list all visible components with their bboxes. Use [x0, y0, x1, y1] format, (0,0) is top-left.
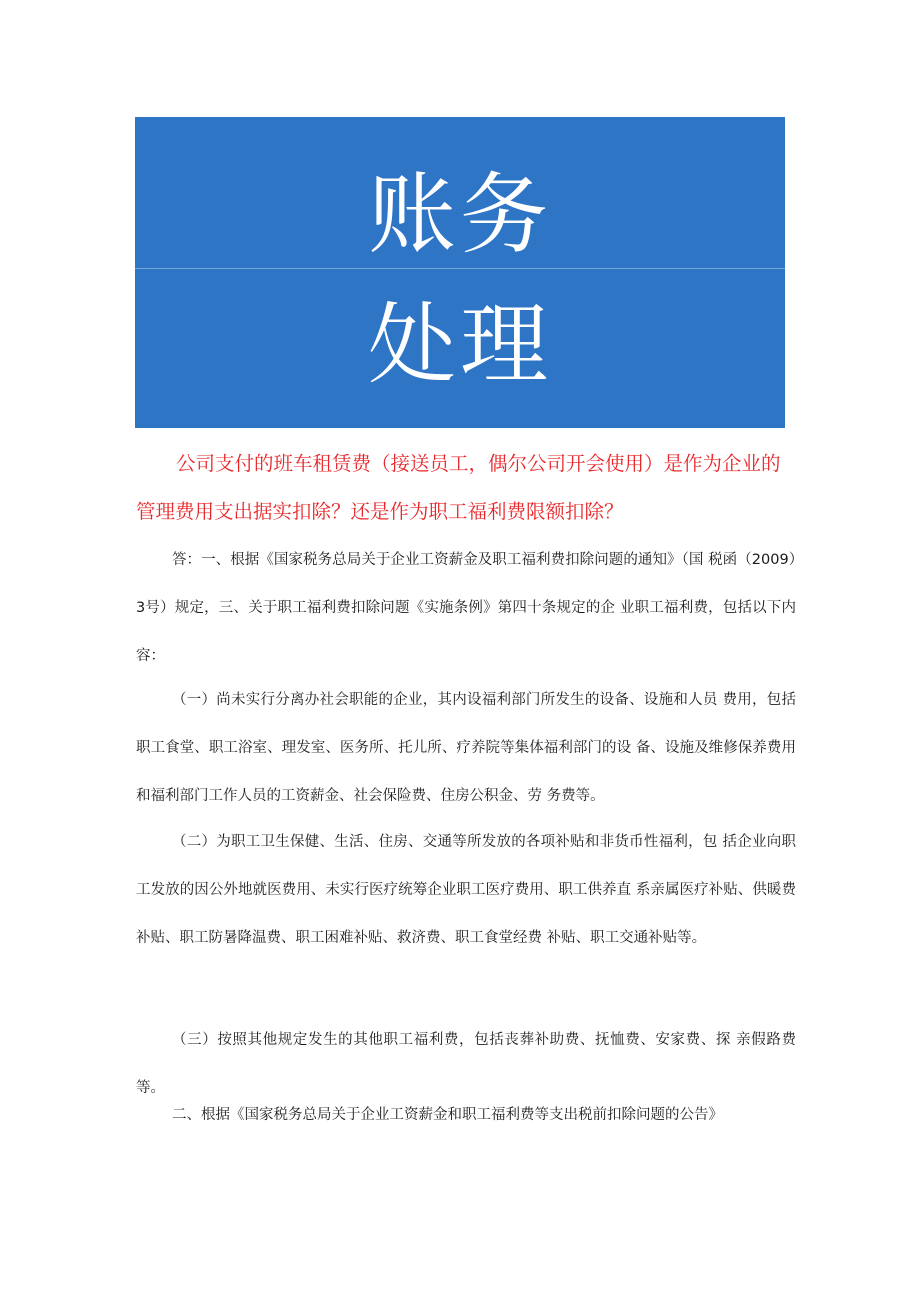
banner-title-line-1: 账务 [367, 163, 552, 266]
banner-divider [135, 268, 785, 269]
answer-paragraph-2: （一）尚未实行分离办社会职能的企业，其内设福利部门所发生的设备、设施和人员 费用，包括职工食堂、职工浴室、理发室、医务所、托儿所、疗养院等集体福利部门的设 备、设施及维修保养费用和福利部门工作人员的工资薪金、社会保险费、住房公积金、劳 务费等。 [136, 692, 796, 804]
title-banner [135, 117, 785, 428]
answer-paragraph-5: 二、根据《国家税务总局关于企业工资薪金和职工福利费等支出税前扣除问题的公告》 [172, 1107, 723, 1123]
answer-paragraph-4: （三）按照其他规定发生的其他职工福利费，包括丧葬补助费、抚恤费、安家费、探 亲假路费等。 [136, 1032, 796, 1096]
answer-paragraph-3: （二）为职工卫生保健、生活、住房、交通等所发放的各项补贴和非货币性福利，包 括企业向职工发放的因公外地就医费用、未实行医疗统筹企业职工医疗费用、职工供养直 系亲属医疗补贴、供暖费补贴、职工防暑降温费、职工困难补贴、救济费、职工食堂经费 补贴、职工交通补贴等。 [136, 834, 796, 946]
question-heading: 公司支付的班车租赁费（接送员工，偶尔公司开会使用）是作为企业的管理费用支出据实扣除？还是作为职工福利费限额扣除？ [136, 452, 781, 523]
answer-paragraph-1: 答：一、根据《国家税务总局关于企业工资薪金及职工福利费扣除问题的通知》（国 税函（2009）3号）规定，三、关于职工福利费扣除问题《实施条例》第四十条规定的企 业职工福利费，包括以下内容： [136, 552, 796, 664]
banner-title-line-2: 处理 [367, 293, 552, 396]
